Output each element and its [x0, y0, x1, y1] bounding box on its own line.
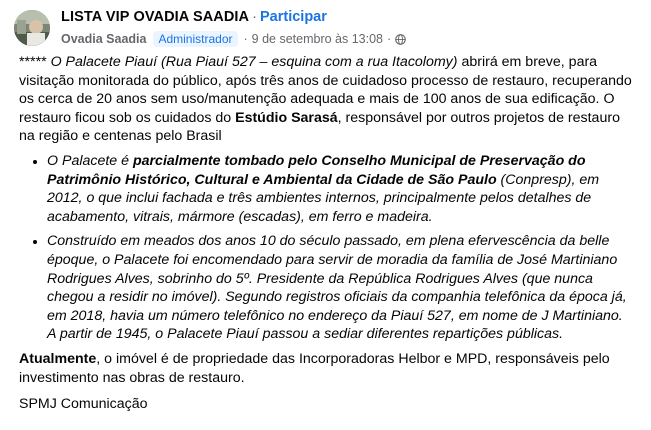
post-signature: SPMJ Comunicação [19, 396, 148, 413]
intro-text-2: , responsável por outros projetos de restauro na região e centenas pelo Brasil [19, 109, 620, 145]
post-meta [61, 31, 406, 47]
post-intro-paragraph [19, 53, 634, 146]
date-suffix-separator: · [387, 32, 392, 46]
group-title-line [61, 9, 327, 25]
group-avatar[interactable] [14, 10, 50, 46]
post-body [19, 53, 634, 414]
bullet-item-history: • Construído em meados dos anos 10 do século passado, em plena efervescência da belle époque, o Palacete foi encomendado para servir de moradia da família de José Martiniano Rodrigues Alves, sobrinho do 5º. Presidente da República Rodrigues Alves (que nunca chegou a residir no imóvel). Segundo registros oficiais da companhia telefônica da época já, em 2018, havia um número telefônico no endereço da Piauí 527, em nome de J Martiniano. A partir de 1945, o Palacete Piauí passou a sediar diferentes repartições públicas. [47, 232, 634, 344]
bullet-1-bold: parcialmente tombado pelo Conselho Municipal de Preservação do Patrimônio Histórico, Cultural e Ambiental da Cidade de São Paulo [47, 152, 586, 188]
author-name-link[interactable]: Ovadia Saadia [61, 32, 147, 46]
intro-italic-address: O Palacete Piauí (Rua Piauí 527 – esquina com a rua Itacolomy) [50, 54, 458, 70]
bullet-1-text-a: O Palacete [47, 152, 122, 169]
bullet-item-tombamento [47, 152, 634, 226]
post-closing-paragraph [19, 350, 634, 387]
intro-text-1: abrirá em breve, para visitação monitorada do público, após três anos de cuidadoso processo de restauro, recuperando os cerca de 20 anos sem uso/manutenção adequada e mais de 100 anos de sua edificação. O restauro ficou sob os cuidados do [19, 54, 632, 126]
admin-badge: Administrador [153, 31, 237, 47]
closing-text: , o imóvel é de propriedade das Incorporadoras Helbor e MPD, responsáveis pelo investimento nas obras de restauro. [19, 350, 610, 386]
join-group-link[interactable]: Participar [259, 9, 327, 25]
bullet-1-text-b: é [121, 152, 133, 169]
bullet-1-text-c: (Conpresp), em 2012, o que inclui fachada e três ambientes internos, principalmente pelos detalhes de acabamento, vitrais, mármore (escadas), em ferro e madeira. [47, 171, 600, 225]
post-date-link[interactable]: 9 de setembro às 13:08 [251, 32, 384, 46]
intro-bold-studio: Estúdio Sarasá [235, 109, 338, 126]
date-prefix-separator: · [243, 32, 248, 46]
closing-bold: Atualmente [19, 350, 97, 367]
intro-stars: ***** [19, 54, 51, 70]
title-separator: · [252, 9, 257, 25]
group-name-link[interactable]: LISTA VIP OVADIA SAADIA [61, 9, 250, 25]
post-bullet-list [19, 152, 634, 344]
avatar-image [14, 10, 50, 46]
post-header [14, 7, 644, 51]
globe-icon[interactable] [395, 34, 406, 45]
